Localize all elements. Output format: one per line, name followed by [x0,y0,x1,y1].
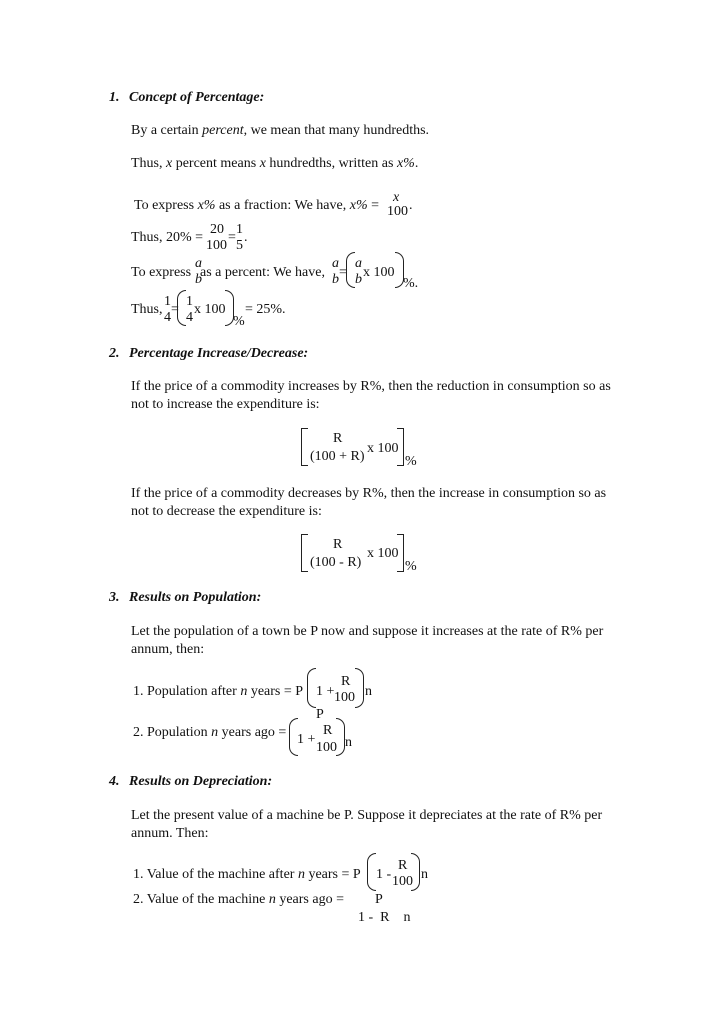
right-paren [411,853,420,891]
text: x% [349,198,368,213]
section-title: Results on Population: [129,590,262,605]
text: 1 - [376,867,392,882]
text: Thus, [131,156,166,171]
text: x 100 [363,265,395,280]
text: years ago = [218,725,287,740]
section-2-heading [109,347,308,361]
left-bracket [301,534,308,572]
section-title: Concept of Percentage: [129,90,265,105]
fraction-denominator: b [195,272,202,287]
text: 2. Population [133,725,212,740]
fraction-numerator: R [398,858,408,873]
right-paren [336,718,345,756]
text: % [233,314,245,329]
text: 1 + [316,684,335,699]
text: years = P [304,867,361,882]
text: = [339,265,347,280]
text: 1. Value of the machine after [133,867,298,882]
text: x [166,156,173,171]
percent-rule-line: To express [131,265,192,280]
section-number: 1. [109,90,120,105]
fraction-denominator: 100 [334,690,355,705]
exponent: n [345,735,352,750]
fraction-numerator: R [341,674,351,689]
fraction-numerator: 1 [186,294,193,309]
fraction-numerator: R [333,537,343,552]
text: . [409,198,413,213]
fraction-denominator-partial: 1 - R n [358,910,411,925]
fraction-numerator: a [332,256,339,271]
text: , we mean that many hundredths. [243,123,430,138]
text: years ago = [275,892,344,907]
text: n [297,867,305,882]
fraction-rule-line [134,199,379,213]
text: as a percent: We have, [200,265,325,280]
value-after-line [133,868,361,882]
text: % [405,454,417,469]
section-number: 4. [109,774,120,789]
fraction-denominator: 100 [316,740,337,755]
text: x 100 [367,546,399,561]
paragraph-line: not to increase the expenditure is: [131,397,320,412]
example-line: Thus, 20% = [131,230,204,245]
fraction-numerator: 20 [210,222,224,237]
section-number: 2. [109,346,120,361]
fraction-denominator: 100 [206,238,227,253]
left-paren [307,668,316,708]
text: . [244,230,248,245]
text: = [228,230,236,245]
fraction-denominator: (100 + R) [310,449,365,464]
fraction-denominator: b [355,272,362,287]
paragraph-line: Let the present value of a machine be P. Suppose it depreciates at the rate of R% per [131,808,603,823]
section-title: Results on Depreciation: [129,774,273,789]
text: % [405,559,417,574]
population-ago-line [133,726,286,740]
text: n [211,725,219,740]
text: = [171,302,179,317]
right-bracket [397,534,404,572]
fraction-numerator: P [316,707,324,722]
text: percent [202,123,244,138]
text: 1 + [297,732,316,747]
left-paren [346,252,355,288]
fraction-denominator: 100 [392,874,413,889]
fraction-denominator: 100 [387,204,408,219]
fraction-denominator: 4 [186,310,193,325]
left-paren [177,290,186,326]
fraction-numerator: a [195,256,202,271]
text: as a fraction: We have, [215,198,350,213]
paragraph-line: If the price of a commodity increases by R%, then the reduction in consumption so as [131,379,611,394]
fraction-numerator: R [323,723,333,738]
fraction-denominator: (100 - R) [310,555,362,570]
text: 2. Value of the machine [133,892,269,907]
text: x 100 [194,302,226,317]
fraction-numerator: 1 [164,294,171,309]
fraction-numerator: x [393,190,400,205]
exponent: n [365,684,372,699]
text: %. [403,276,419,291]
text: hundredths, written as [265,156,397,171]
left-bracket [301,428,308,466]
fraction-numerator: 1 [236,222,243,237]
fraction-numerator: a [355,256,362,271]
text: x [259,156,266,171]
left-paren [367,853,376,891]
paragraph-line: not to decrease the expenditure is: [131,504,322,519]
paragraph-line: annum, then: [131,642,205,657]
text: x% [197,198,216,213]
text: n [240,684,248,699]
text: n [268,892,276,907]
definition-line [131,124,429,138]
text: = 25%. [245,302,286,317]
percent-example-line: Thus, [131,302,163,317]
text: To express [134,198,198,213]
text: percent means [172,156,260,171]
meaning-line [131,157,418,171]
fraction-numerator: R [333,431,343,446]
fraction-denominator: b [332,272,339,287]
exponent: n [421,867,428,882]
paragraph-line: Let the population of a town be P now and suppose it increases at the rate of R% per [131,624,604,639]
text: . [414,156,419,171]
right-bracket [397,428,404,466]
fraction-denominator: 5 [236,238,243,253]
right-paren [355,668,364,708]
value-ago-line [133,893,344,907]
text: x% [396,156,415,171]
fraction-numerator: P [375,892,383,907]
paragraph-line: If the price of a commodity decreases by R%, then the increase in consumption so as [131,486,607,501]
text: By a certain [131,123,203,138]
paragraph-line: annum. Then: [131,826,209,841]
section-1-heading [109,91,264,105]
text: x 100 [367,441,399,456]
section-4-heading [109,775,272,789]
text: = [367,198,380,213]
section-number: 3. [109,590,120,605]
population-after-line [133,685,303,699]
text: years = P [247,684,304,699]
fraction-denominator: 4 [164,310,171,325]
section-title: Percentage Increase/Decrease: [129,346,309,361]
section-3-heading [109,591,261,605]
text: 1. Population after [133,684,241,699]
